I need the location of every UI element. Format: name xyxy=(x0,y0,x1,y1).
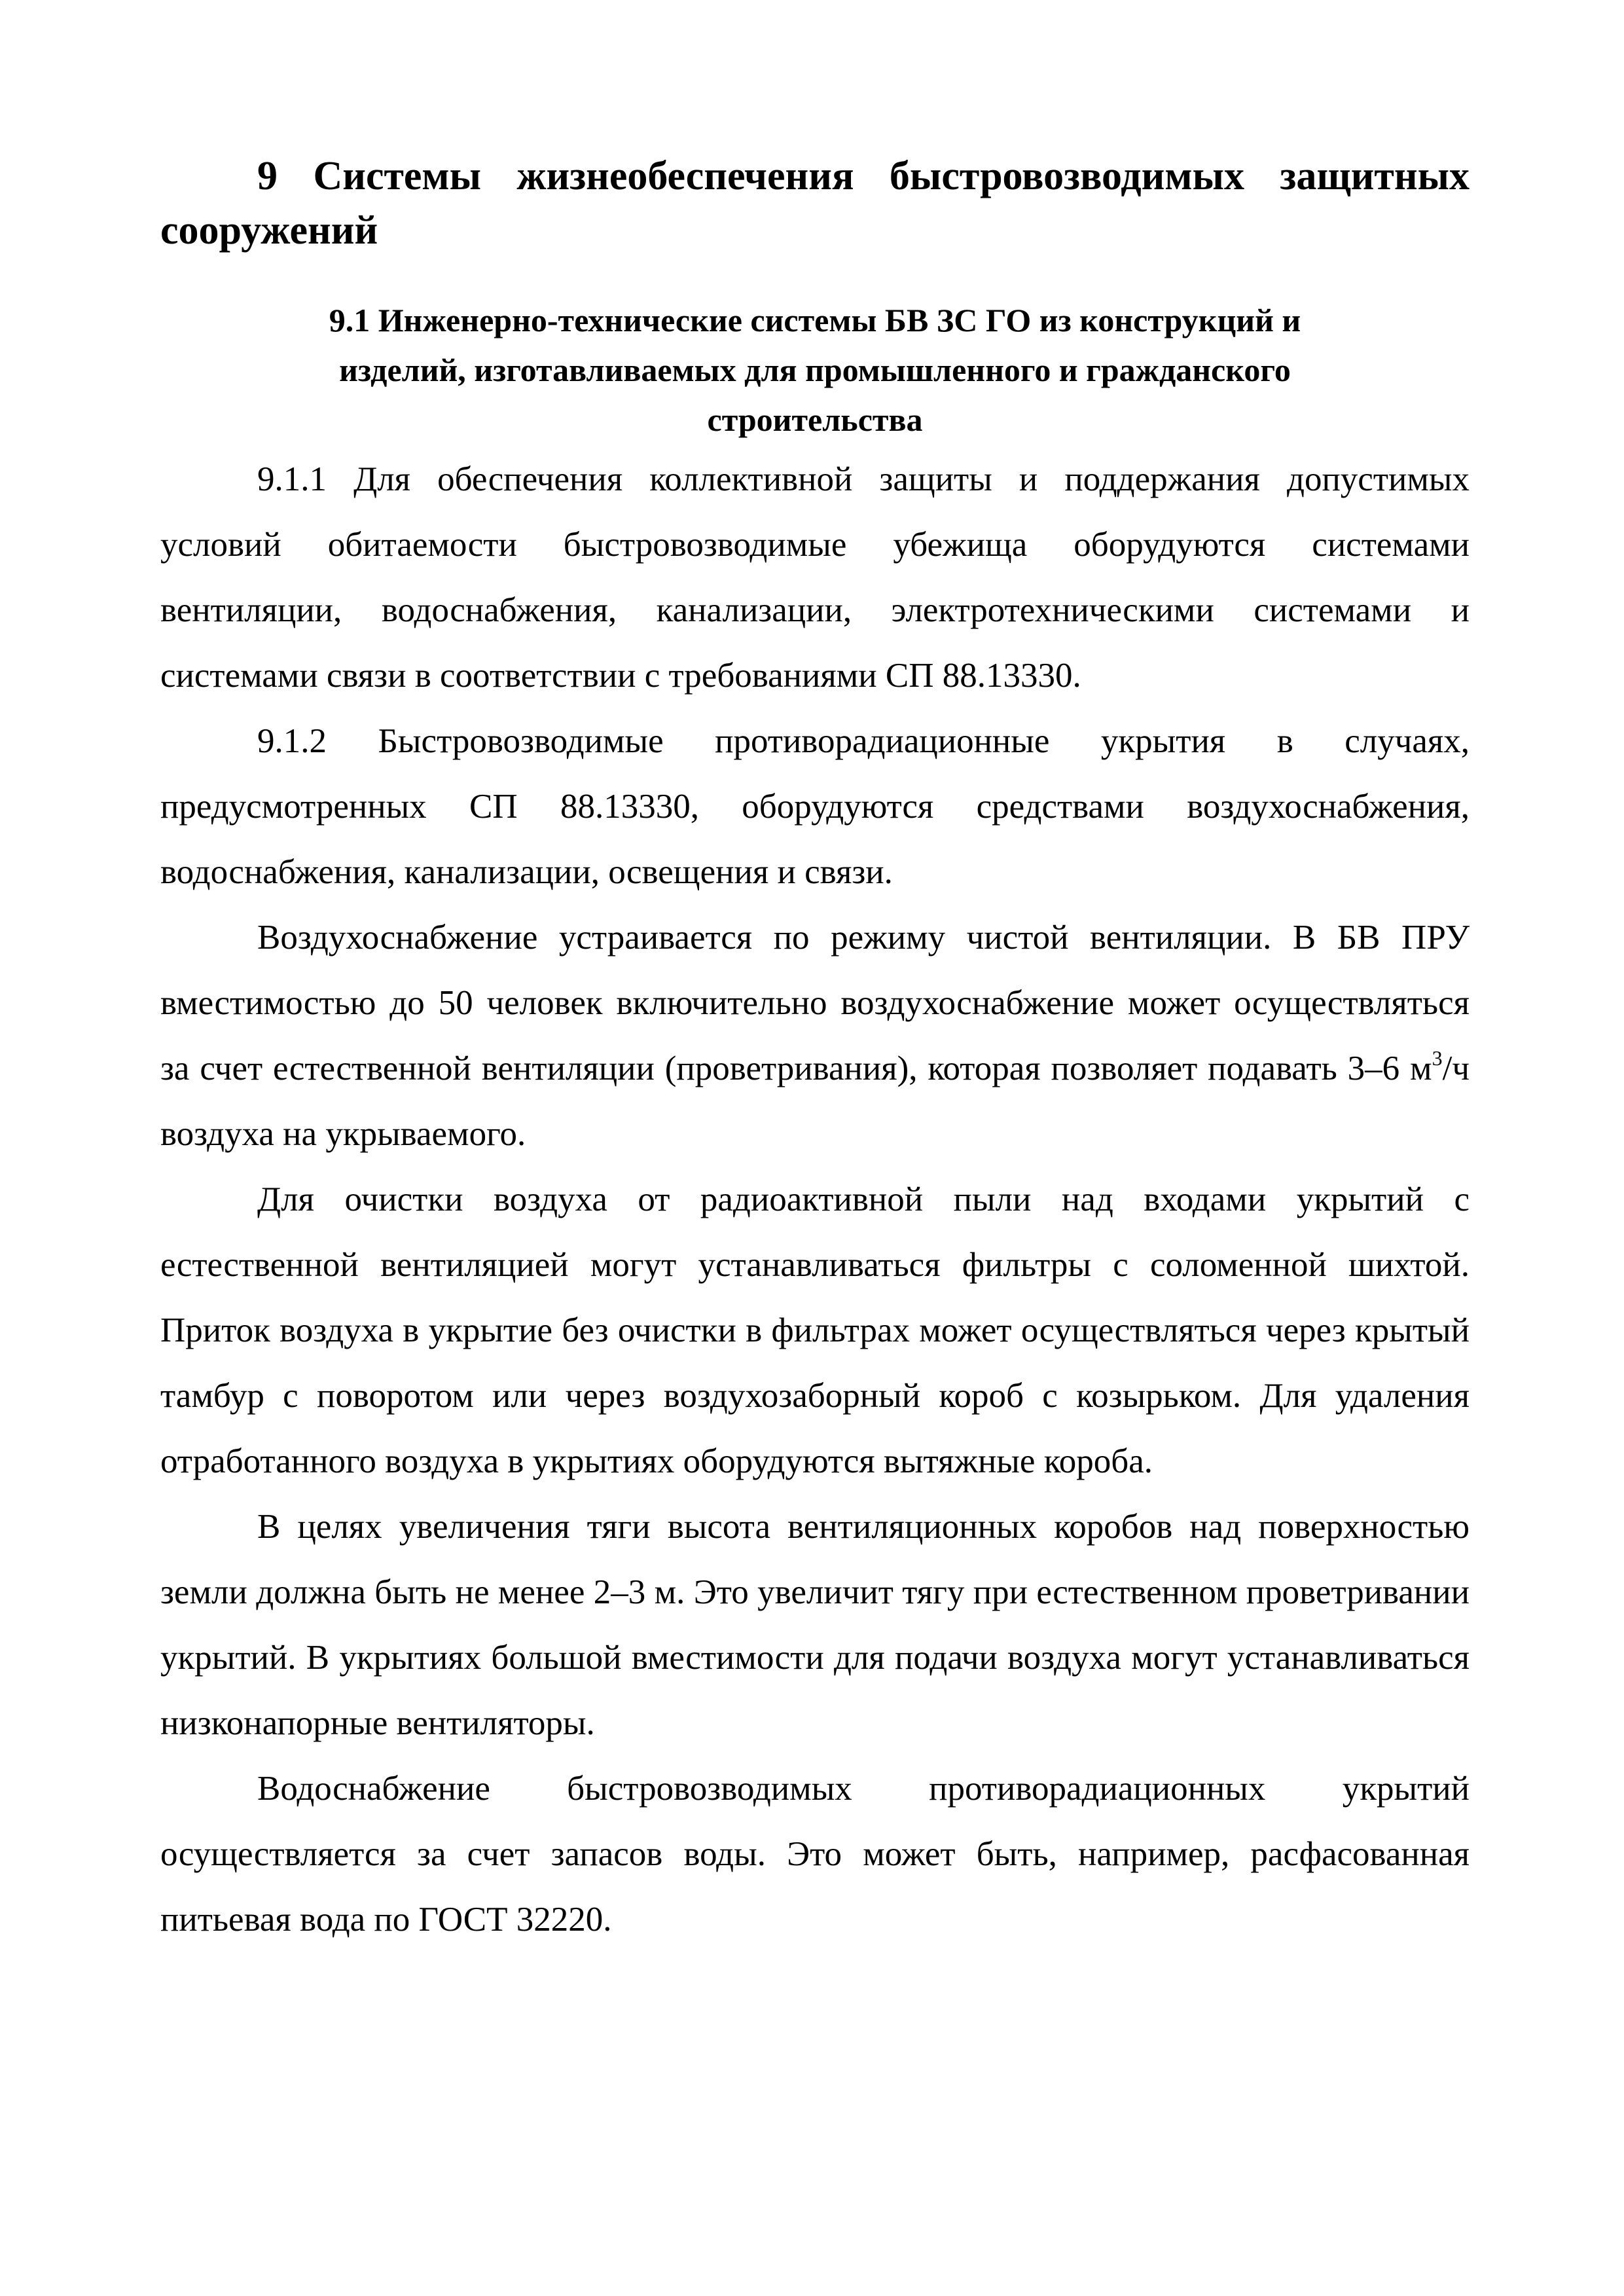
page-content xyxy=(160,149,1470,1952)
paragraph-air-supply xyxy=(160,905,1470,1167)
paragraph-air-cleaning: Для очистки воздуха от радиоактивной пыли над входами укрытий с естественной вентиляцией могут устанавливаться фильтры с соломенной шихтой. Приток воздуха в укрытие без очистки в фильтрах может осуществляться через крытый тамбур с поворотом или через воздухозаборный короб с козырьком. Для удаления отработанного воздуха в укрытиях оборудуются вытяжные короба. xyxy=(160,1180,1470,1480)
subsection-heading-line: 9.1 Инженерно-технические системы БВ ЗС ГО из конструкций и xyxy=(329,302,1301,338)
subsection-heading xyxy=(160,297,1470,443)
paragraph-ventilation-ducts: В целях увеличения тяги высота вентиляционных коробов над поверхностью земли должна быть не менее 2–3 м. Это увеличит тягу при естественном проветривании укрытий. В укрытиях большой вместимости для подачи воздуха могут устанавливаться низконапорные вентиляторы. xyxy=(160,1508,1470,1742)
paragraph-9-1-1: 9.1.1 Для обеспечения коллективной защиты и поддержания допустимых условий обитаемости быстровозводимые убежища оборудуются системами вентиляции, водоснабжения, канализации, электротехническими системами и системами связи в соответствии с требованиями СП 88.13330. xyxy=(160,460,1470,695)
paragraph-9-1-2: 9.1.2 Быстровозводимые противорадиационные укрытия в случаях, предусмотренных СП 88.13330, оборудуются средствами воздухоснабжения, водоснабжения, канализации, освещения и связи. xyxy=(160,722,1470,891)
paragraph-text: Воздухоснабжение устраивается по режиму чистой вентиляции. В БВ ПРУ вместимостью до 50 человек включительно воздухоснабжение может осуществляться за счет естественной вентиляции (проветривания), которая позволяет подавать 3–6 м xyxy=(160,919,1470,1087)
superscript: 3 xyxy=(1432,1046,1443,1070)
subsection-heading-line: изделий, изготавливаемых для промышленного и гражданского xyxy=(339,352,1291,388)
section-heading: 9 Системы жизнеобеспечения быстровозводимых защитных сооружений xyxy=(160,154,1470,253)
subsection-heading-line: строительства xyxy=(707,401,923,438)
paragraph-text: /ч воздуха на укрываемого. xyxy=(160,1049,1470,1153)
paragraph-water-supply: Водоснабжение быстровозводимых противорадиационных укрытий осуществляется за счет запасов воды. Это может быть, например, расфасованная питьевая вода по ГОСТ 32220. xyxy=(160,1770,1470,1939)
